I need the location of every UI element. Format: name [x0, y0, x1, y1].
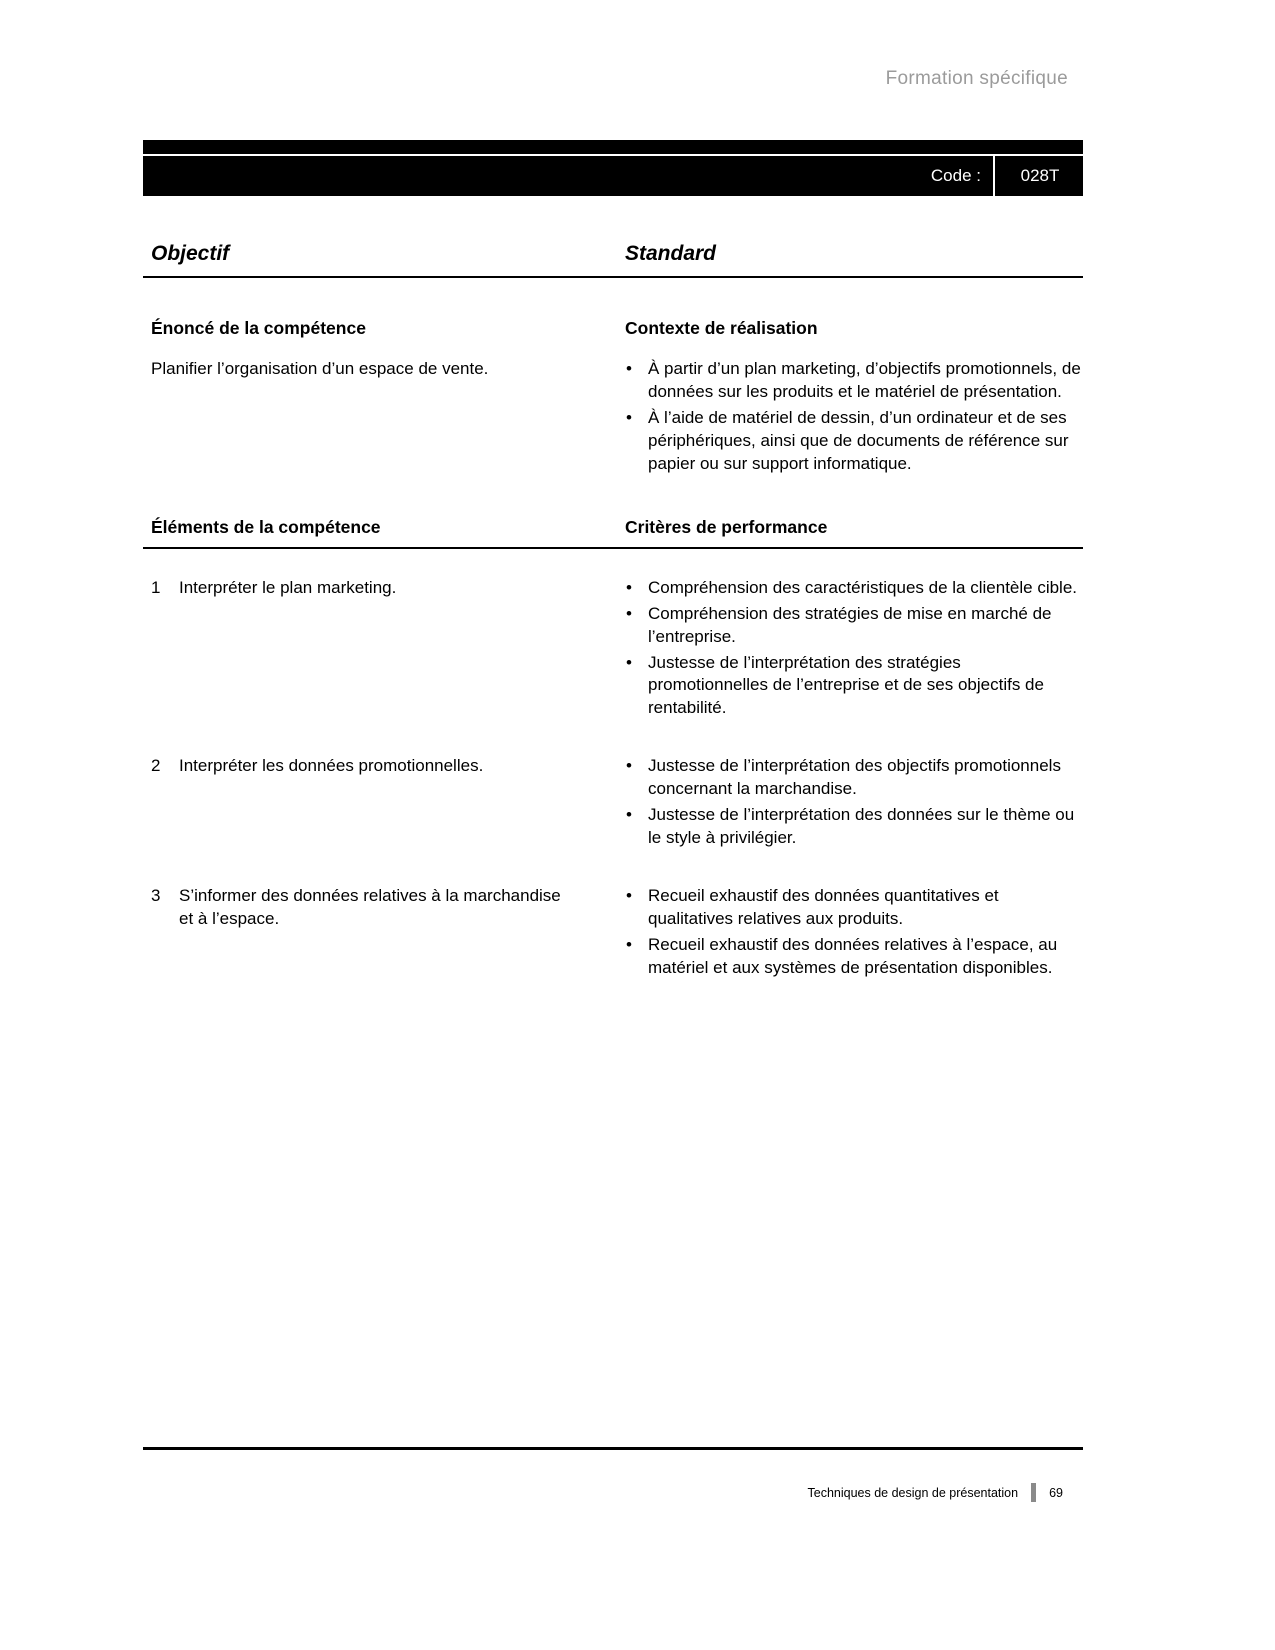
element-text: Interpréter les données promotionnelles.: [179, 756, 484, 776]
elements-rows: [143, 577, 1083, 983]
criteria-list: [625, 885, 1083, 980]
element-text: Interpréter le plan marketing.: [179, 577, 397, 597]
enonce-heading: Énoncé de la compétence: [151, 318, 366, 338]
element-number: 3: [151, 886, 161, 906]
element-row: [143, 577, 1083, 724]
element-number: 2: [151, 756, 161, 776]
criteria-item: • Justesse de l’interprétation des données sur le thème ou le style à privilégier.: [625, 804, 1083, 850]
element-number: 1: [151, 577, 161, 597]
criteria-cell: [625, 885, 1083, 983]
objectif-heading: Objectif: [151, 242, 230, 265]
context-bullet: • À l’aide de matériel de dessin, d’un ordinateur et de ses périphériques, ainsi que de documents de référence sur papier ou sur support informatique.: [625, 407, 1083, 476]
column-headings-row: [143, 242, 1083, 278]
code-bar-rule: [143, 154, 1083, 156]
criteria-list: [625, 577, 1083, 721]
contexte-heading: Contexte de réalisation: [625, 318, 818, 338]
footer-text: Techniques de design de présentation: [807, 1485, 1019, 1500]
element-cell: [143, 885, 625, 983]
page-header-label: Formation spécifique: [885, 68, 1068, 89]
element-text: S’informer des données relatives à la marchandise et à l’espace.: [179, 886, 561, 928]
footer-page-number: 69: [1049, 1485, 1063, 1500]
competence-left-cell: [143, 318, 625, 479]
criteria-item: • Compréhension des stratégies de mise en marché de l’entreprise.: [625, 603, 1083, 649]
criteria-item: • Justesse de l’interprétation des objectifs promotionnels concernant la marchandise.: [625, 755, 1083, 801]
criteria-item: • Recueil exhaustif des données relatives à l’espace, au matériel et aux systèmes de présentation disponibles.: [625, 934, 1083, 980]
element-row: [143, 755, 1083, 853]
elements-header-row: [143, 517, 1083, 549]
competence-section: [143, 318, 1083, 479]
standard-heading: Standard: [625, 242, 717, 265]
footer-divider: [1031, 1483, 1036, 1502]
footer: [143, 1483, 1063, 1502]
code-divider: [993, 154, 995, 196]
code-value: 028T: [1020, 166, 1060, 185]
criteria-item: • Recueil exhaustif des données quantitatives et qualitatives relatives aux produits.: [625, 885, 1083, 931]
criteria-cell: [625, 755, 1083, 853]
page-content: [143, 140, 1083, 1015]
context-bullet-list: [625, 358, 1083, 476]
element-row: [143, 885, 1083, 983]
criteria-item: • Compréhension des caractéristiques de la clientèle cible.: [625, 577, 1083, 600]
criteria-list: [625, 755, 1083, 850]
footer-rule: [143, 1447, 1083, 1450]
criteria-cell: [625, 577, 1083, 724]
element-cell: [143, 755, 625, 853]
code-label: Code :: [930, 166, 981, 185]
context-bullet: • À partir d’un plan marketing, d’objectifs promotionnels, de données sur les produits et le matériel de présentation.: [625, 358, 1083, 404]
elements-heading: Éléments de la compétence: [151, 516, 381, 537]
criteres-heading: Critères de performance: [625, 516, 828, 537]
competence-statement: Planifier l’organisation d’un espace de vente.: [151, 359, 489, 378]
criteria-item: • Justesse de l’interprétation des stratégies promotionnelles de l’entreprise et de ses objectifs de rentabilité.: [625, 652, 1083, 721]
competence-right-cell: [625, 318, 1083, 479]
code-bar: [143, 140, 1083, 196]
element-cell: [143, 577, 625, 724]
